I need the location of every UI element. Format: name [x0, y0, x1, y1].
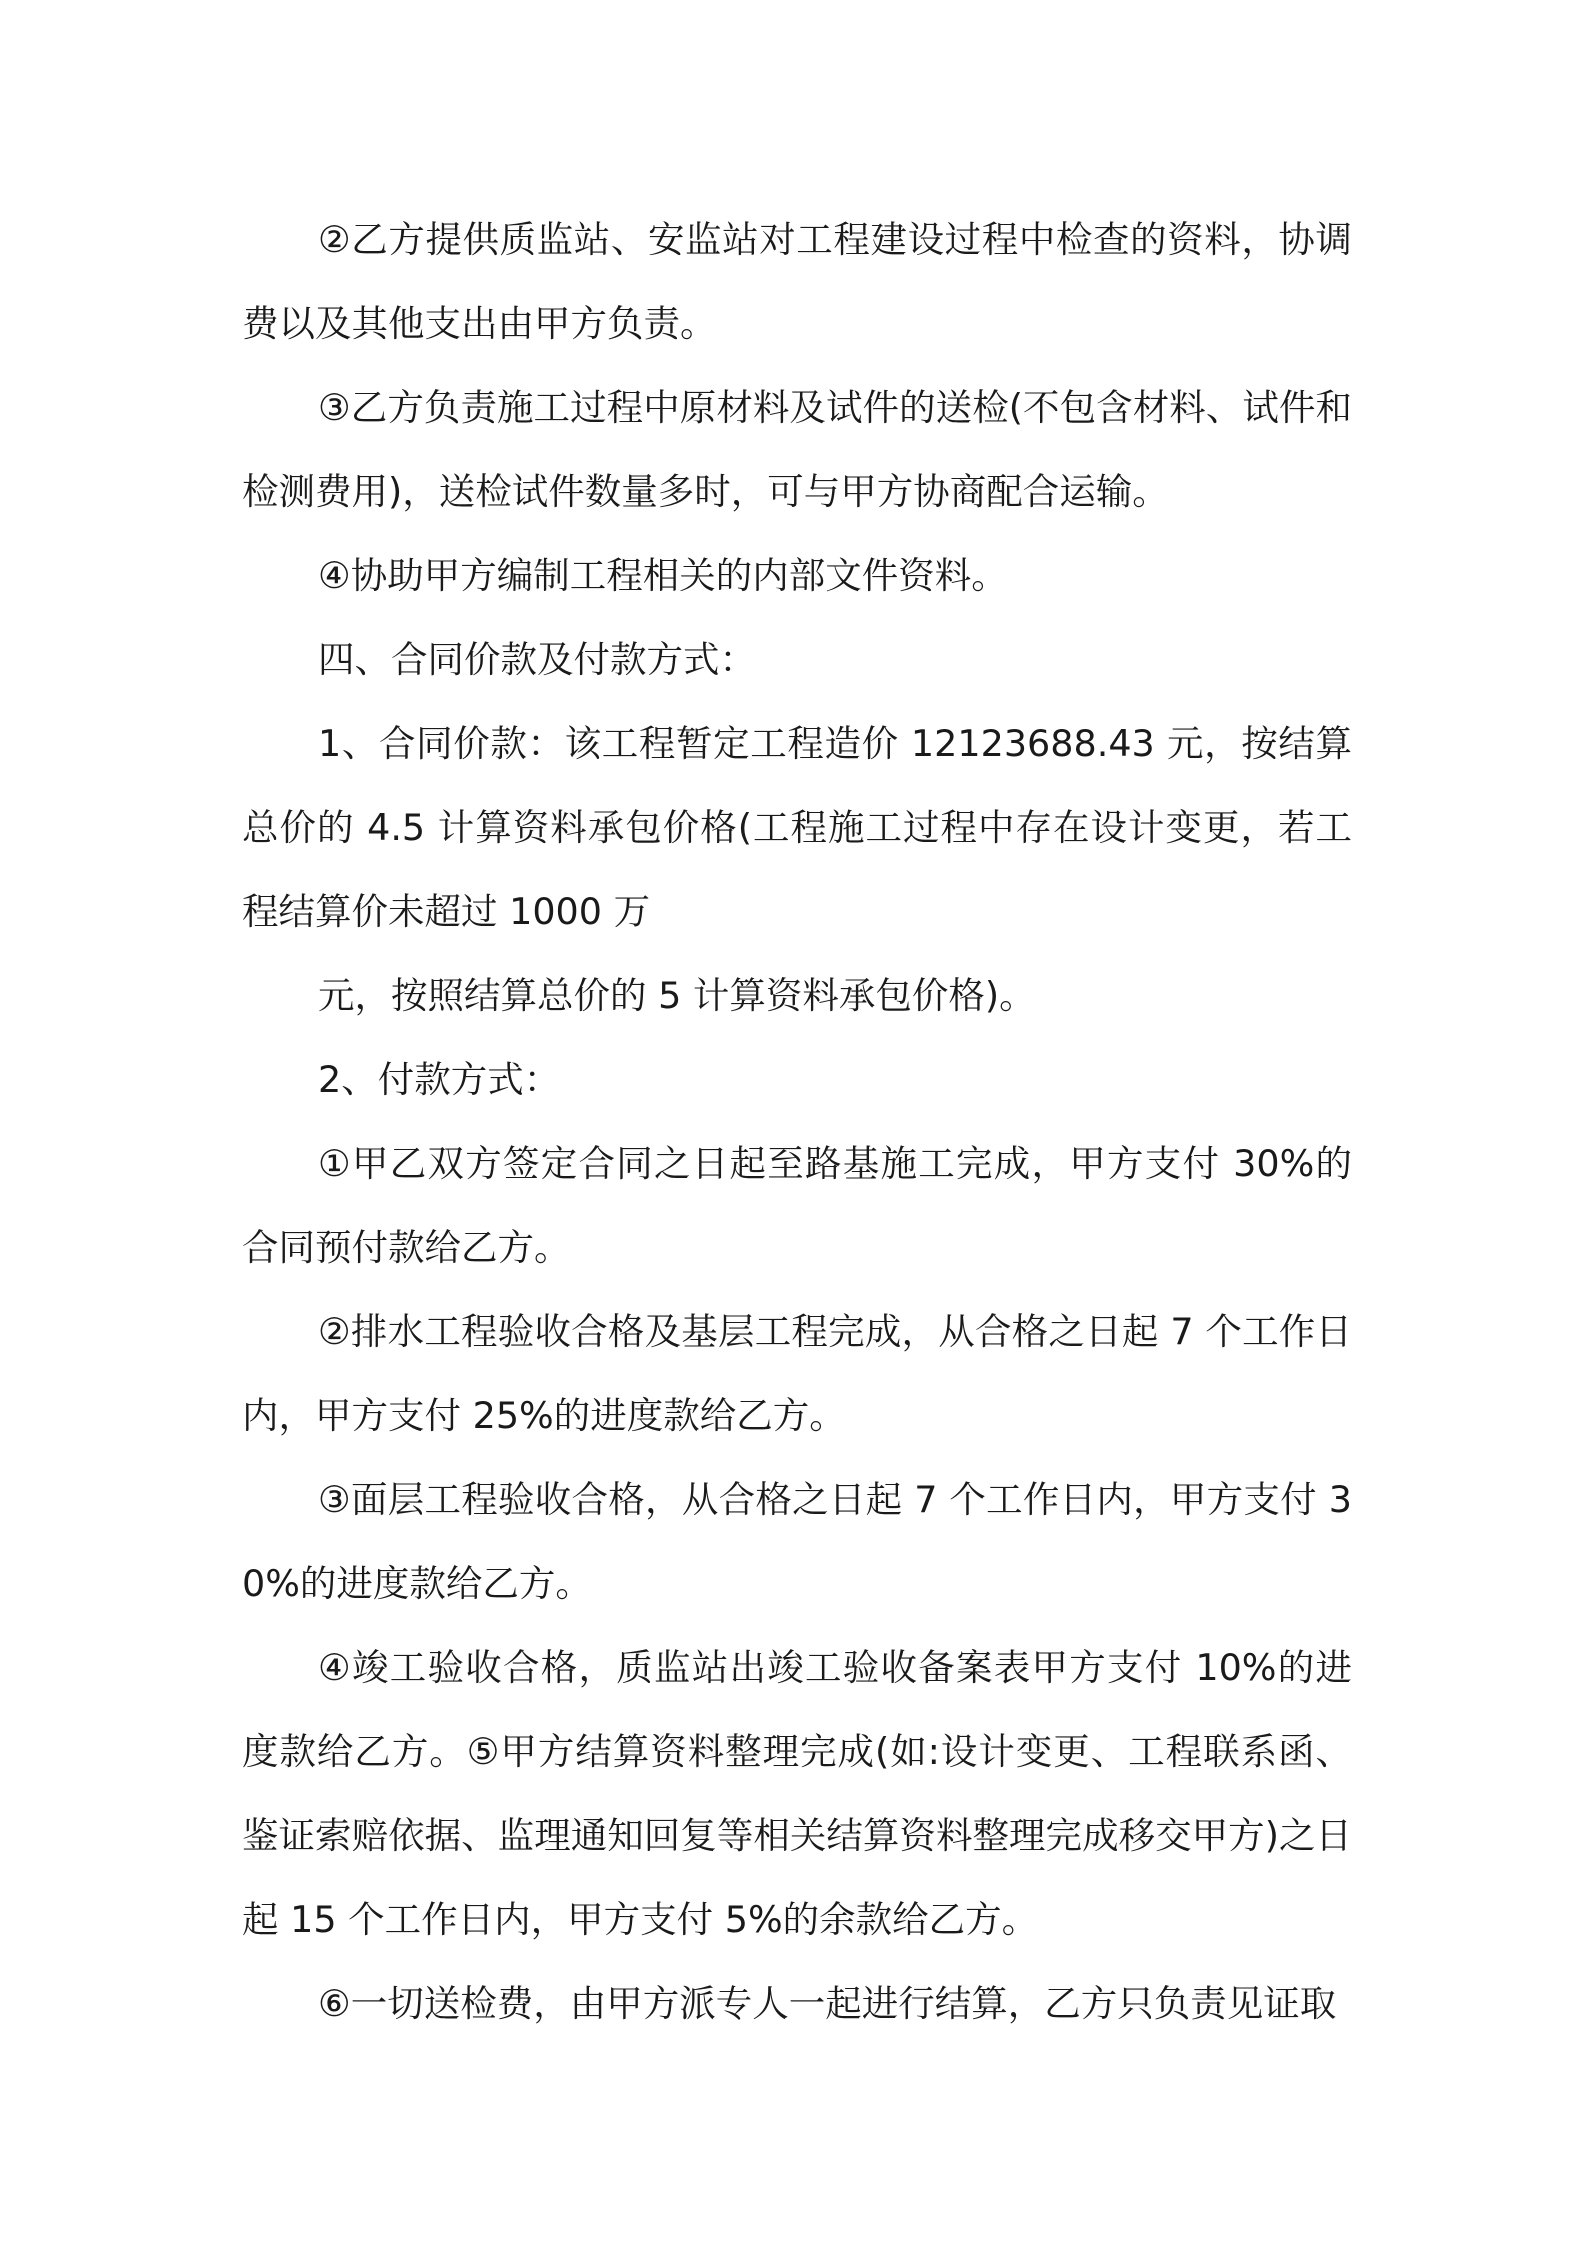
paragraph-payment-3: ③面层工程验收合格，从合格之日起 7 个工作日内，甲方支付 30%的进度款给乙方。	[242, 1478, 1352, 1605]
paragraph-payment-6: ⑥一切送检费，由甲方派专人一起进行结算，乙方只负责见证取	[318, 1982, 1337, 2025]
section-heading-price-payment: 四、合同价款及付款方式：	[318, 638, 756, 681]
paragraph-contract-price-continued: 元，按照结算总价的 5 计算资料承包价格)。	[318, 974, 1036, 1017]
paragraph-internal-documents: ④协助甲方编制工程相关的内部文件资料。	[318, 554, 1008, 597]
paragraph-contract-price: 1、合同价款：该工程暂定工程造价 12123688.43 元，按结算总价的 4.5 计算资料承包价格(工程施工过程中存在设计变更，若工程结算价未超过 1000 万	[242, 722, 1352, 933]
paragraph-payment-4-5: ④竣工验收合格，质监站出竣工验收备案表甲方支付 10%的进度款给乙方。⑤甲方结算资料整理完成(如:设计变更、工程联系函、鉴证索赔依据、监理通知回复等相关结算资料整理完成移交甲方)之日起 15 个工作日内，甲方支付 5%的余款给乙方。	[242, 1646, 1352, 1941]
subheading-payment-method: 2、付款方式：	[318, 1058, 561, 1101]
document-body	[242, 198, 1352, 2046]
paragraph-payment-1: ①甲乙双方签定合同之日起至路基施工完成，甲方支付 30%的合同预付款给乙方。	[242, 1142, 1352, 1269]
paragraph-payment-2: ②排水工程验收合格及基层工程完成，从合格之日起 7 个工作日内，甲方支付 25%的进度款给乙方。	[242, 1310, 1352, 1437]
paragraph-material-testing: ③乙方负责施工过程中原材料及试件的送检(不包含材料、试件和检测费用)，送检试件数量多时，可与甲方协商配合运输。	[242, 386, 1352, 513]
paragraph-quality-safety-materials: ②乙方提供质监站、安监站对工程建设过程中检查的资料，协调费以及其他支出由甲方负责。	[242, 218, 1352, 345]
